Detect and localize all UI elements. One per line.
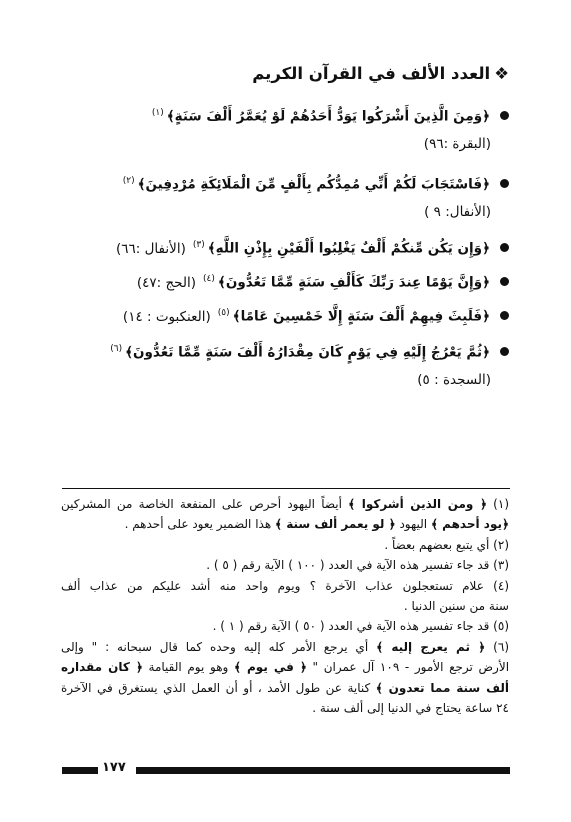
footnote-text: أي يرجع الأمر كله إليه وحده كما قال سبحانه : " وإلى: [61, 639, 377, 654]
footnote-line: [61, 494, 509, 514]
footnote-text: الأرض ترجع الأمور - ١٠٩ آل عمران ": [306, 660, 509, 675]
footnote-quote: ﴿يود أحدهم ﴾: [430, 517, 509, 532]
footnote-text: أيضاً اليهود أحرص على المنفعة الخاصة من المشركين: [61, 497, 349, 511]
footnote-line: (٢) أي يتبع بعضهم بعضاً .: [384, 537, 509, 552]
footnote-number: (٦): [485, 639, 509, 654]
verse-quote: ﴿ثُمَّ يَعْرُجُ إِلَيْهِ فِي يَوْمٍ كَانَ مِقْدَارُهُ أَلْفَ سَنَةٍ مِّمَّا تَعُدُّونَ﴾: [125, 344, 490, 361]
footnote-line: ٢٤ ساعة يحتاج في الدنيا إلى ألف سنة .: [312, 700, 509, 715]
bullet-icon: [500, 311, 509, 320]
verse-reference: (البقرة :٩٦): [423, 136, 491, 152]
verse-item: [49, 338, 509, 364]
footnote-divider: [62, 488, 510, 489]
verse-reference: (الأنفال: ٩ ): [424, 204, 491, 220]
bullet-icon: [500, 347, 509, 356]
footnotes-section: [61, 494, 509, 718]
footnote-quote: ألف سنة مما تعدون ﴾: [375, 680, 509, 695]
diamond-bullet-icon: ❖: [494, 64, 509, 83]
footnote-text: كناية عن طول الأمد ، أو أن العمل الذي يستغرق في الآخرة: [61, 680, 376, 695]
verse-reference: (الأنفال :٦٦): [115, 240, 186, 257]
verse-item: [49, 102, 509, 128]
footnote-quote: ﴿ ثم يعرج إليه ﴾: [376, 639, 486, 654]
footnote-marker: (٥): [217, 308, 230, 318]
footnote-number: (١): [486, 497, 509, 511]
footnote-quote: ﴿ في يوم ﴾: [233, 660, 307, 675]
verse-quote: ﴿وَإِن يَكُن مِّنكُمْ أَلْفٌ يَغْلِبُوا أَلْفَيْنِ بِإِذْنِ اللَّهِ﴾: [207, 240, 490, 257]
footnote-marker: (٤): [203, 274, 215, 284]
footnote-quote: ﴿ ومن الذين أشركوا ﴾: [348, 497, 487, 511]
bullet-icon: [500, 277, 509, 286]
section-heading-text: العدد الألف في القرآن الكريم: [252, 64, 491, 83]
bullet-icon: [500, 179, 509, 188]
footnote-line: [61, 637, 509, 657]
footnote-marker: (٦): [110, 344, 123, 354]
verse-reference: (العنكبوت : ١٤): [122, 308, 211, 325]
footnote-line: [61, 678, 509, 698]
footnote-line: (٤) علام تستعجلون عذاب الآخرة ؟ ويوم واحد منه أشد عليكم من عذاب ألف: [61, 578, 509, 593]
footer-bar-left: [62, 767, 98, 774]
verse-reference: (الحج :٤٧): [136, 274, 197, 291]
footnote-quote: ﴿ لو يعمر ألف سنة ﴾: [274, 517, 396, 532]
page-number: ١٧٧: [102, 760, 126, 775]
footnote-marker: (٣): [192, 240, 205, 250]
bullet-icon: [500, 111, 509, 120]
footnote-line: سنة من سنين الدنيا .: [403, 598, 509, 613]
section-heading: [252, 64, 509, 83]
verse-item: [49, 170, 509, 196]
footnote-line: [61, 657, 509, 677]
verse-item: [49, 268, 509, 294]
page-footer: [62, 760, 510, 777]
footnote-marker: (١): [151, 108, 164, 118]
footnote-text: هذا الضمير يعود على أحدهم .: [124, 517, 275, 532]
bullet-icon: [500, 243, 509, 252]
footer-bar-right: [136, 767, 510, 774]
footnote-quote: ﴿ كان مقداره: [61, 660, 143, 675]
verse-item: [49, 302, 509, 328]
verse-item: [49, 234, 509, 260]
verse-quote: ﴿فَلَبِثَ فِيهِمْ أَلْفَ سَنَةٍ إِلَّا خَمْسِينَ عَامًا﴾: [232, 308, 490, 325]
footnote-line: (٥) قد جاء تفسير هذه الآية في العدد ( ٥٠ ) الآية رقم ( ١ ) .: [212, 619, 509, 634]
footnote-marker: (٢): [122, 176, 135, 186]
footnote-text: وهو يوم القيامة: [142, 660, 234, 675]
verse-quote: ﴿فَاسْتَجَابَ لَكُمْ أَنِّي مُمِدُّكُم بِأَلْفٍ مِّنَ الْمَلَائِكَةِ مُرْدِفِينَ﴾: [137, 176, 490, 193]
verse-quote: ﴿وَمِنَ الَّذِينَ أَشْرَكُوا يَوَدُّ أَحَدُهُمْ لَوْ يُعَمَّرُ أَلْفَ سَنَةٍ﴾: [166, 108, 490, 125]
footnote-text: اليهود: [395, 517, 431, 532]
verse-reference: (السجدة : ٥): [417, 372, 491, 388]
footnote-line: (٣) قد جاء تفسير هذه الآية في العدد ( ١٠٠ ) الآية رقم ( ٥ ) .: [206, 558, 509, 573]
footnote-line: [61, 514, 509, 534]
verse-quote: ﴿وَإِنَّ يَوْمًا عِندَ رَبِّكَ كَأَلْفِ سَنَةٍ مِّمَّا تَعُدُّونَ﴾: [217, 274, 490, 291]
